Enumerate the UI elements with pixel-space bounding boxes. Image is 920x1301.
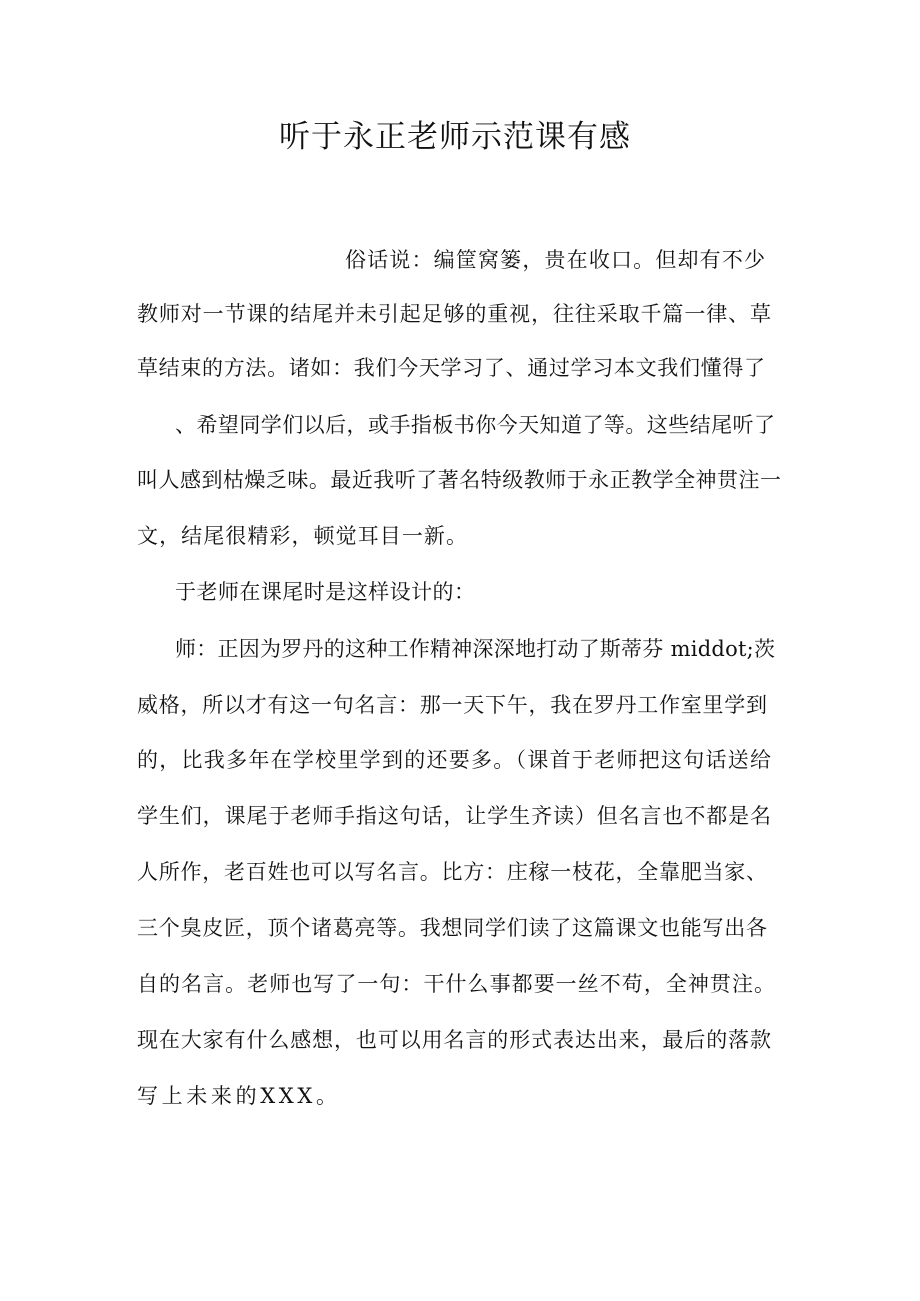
body-line: 师：正因为罗丹的这种工作精神深深地打动了斯蒂芬 middot;茨 bbox=[175, 637, 776, 661]
body-line: 俗话说：编筐窝篓，贵在收口。但却有不少 bbox=[345, 248, 767, 272]
body-line: 自的名言。老师也写了一句：干什么事都要一丝不苟，全神贯注。 bbox=[137, 972, 777, 996]
body-line: 叫人感到枯燥乏味。最近我听了著名特级教师于永正教学全神贯注一 bbox=[137, 468, 782, 492]
body-line: 于老师在课尾时是这样设计的： bbox=[175, 580, 476, 604]
body-line: 、希望同学们以后，或手指板书你今天知道了等。这些结尾听了 bbox=[175, 413, 776, 437]
body-line: 的，比我多年在学校里学到的还要多。（课首于老师把这句话送给 bbox=[137, 748, 773, 772]
document-title: 听于永正老师示范课有感 bbox=[279, 119, 631, 155]
body-line: 写上未来的XXX。 bbox=[137, 1084, 341, 1108]
body-line: 草结束的方法。诸如：我们今天学习了、通过学习本文我们懂得了 bbox=[137, 356, 766, 380]
body-line: 三个臭皮匠，顶个诸葛亮等。我想同学们读了这篇课文也能写出各 bbox=[137, 916, 768, 940]
body-line: 学生们，课尾于老师手指这句话，让学生齐读）但名言也不都是名 bbox=[137, 804, 772, 828]
body-line: 文，结尾很精彩，顿觉耳目一新。 bbox=[137, 524, 469, 548]
body-line: 现在大家有什么感想，也可以用名言的形式表达出来，最后的落款 bbox=[137, 1028, 772, 1052]
body-line: 人所作，老百姓也可以写名言。比方：庄稼一枝花，全靠肥当家、 bbox=[137, 860, 768, 884]
body-line: 教师对一节课的结尾并未引起足够的重视，往往采取千篇一律、草 bbox=[137, 302, 772, 326]
body-line: 威格，所以才有这一句名言：那一天下午，我在罗丹工作室里学到 bbox=[137, 693, 768, 717]
